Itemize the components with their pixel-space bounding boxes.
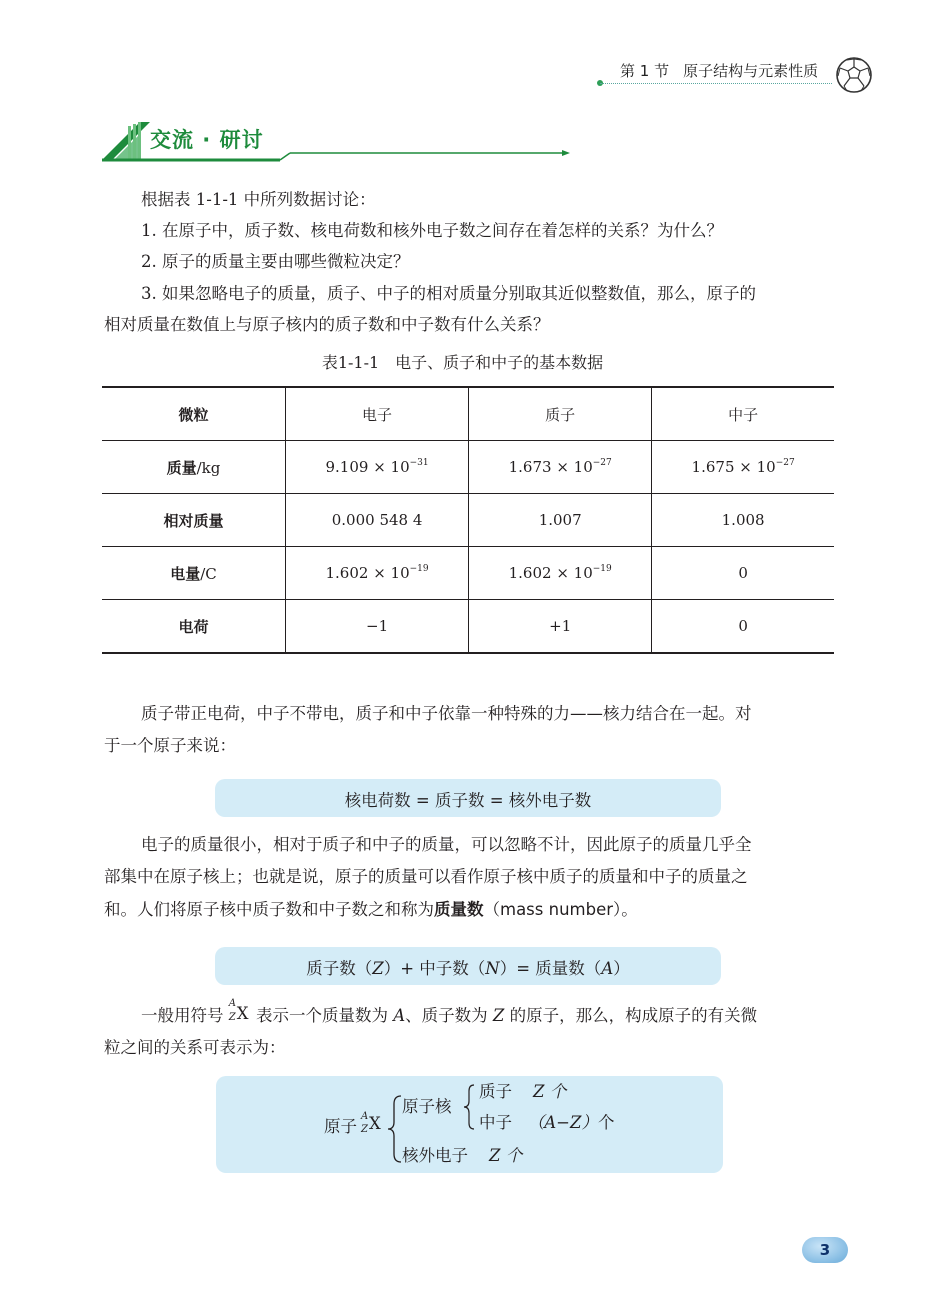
page-number: 3 (802, 1237, 848, 1263)
paragraph-3-line-1: 一般用符号 A Z X 表示一个质量数为 A、质子数为 Z 的原子，那么，构成原子的有关微 (141, 998, 758, 1025)
question-1: 1. 在原子中，质子数、核电荷数和核外电子数之间存在着怎样的关系？为什么？ (141, 221, 723, 240)
running-header (620, 60, 818, 81)
formula-box-2 (215, 947, 721, 985)
table-row (102, 547, 834, 600)
table-caption: 表1-1-1 电子、质子和中子的基本数据 (321, 353, 604, 372)
header-cell: 微粒 (102, 387, 286, 441)
atom-label: 原子 A Z X (324, 1111, 381, 1136)
table-cell: −1 (286, 600, 469, 654)
table-cell: 0 (652, 600, 834, 654)
table-cell: 1.007 (469, 494, 652, 547)
nucleus-label: 原子核 (402, 1097, 452, 1116)
electron-line: 核外电子 Z 个 (402, 1146, 523, 1165)
question-3-line-2: 相对质量在数值上与原子核内的质子数和中子数有什么关系？ (104, 315, 550, 334)
term-mass-number: 质量数 (434, 900, 484, 919)
header-cell: 中子 (652, 387, 834, 441)
paragraph-2-line-3: 和。人们将原子核中质子数和中子数之和称为质量数（mass number）。 (104, 900, 638, 919)
formula-2: 质子数（Z）+ 中子数（N）= 质量数（A） (306, 959, 630, 978)
paragraph-1-line-2: 于一个原子来说： (104, 736, 236, 755)
formula-1: 核电荷数 = 质子数 = 核外电子数 (344, 791, 592, 810)
table-cell: 0 (652, 547, 834, 600)
table-cell: 1.008 (652, 494, 834, 547)
question-2: 2. 原子的质量主要由哪些微粒决定？ (141, 252, 410, 271)
header-dotted-rule (600, 83, 832, 84)
table-row (102, 600, 834, 654)
table-cell: $1.602 \times 10^{-19}$ (286, 547, 469, 600)
table-cell: 0.000 548 4 (286, 494, 469, 547)
paragraph-1-line-1: 质子带正电荷，中子不带电，质子和中子依靠一种特殊的力——核力结合在一起。对 (141, 704, 752, 723)
table-header-row (102, 387, 834, 441)
question-3-line-1: 3. 如果忽略电子的质量，质子、中子的相对质量分别取其近似整数值，那么，原子的 (141, 284, 756, 303)
table-row (102, 441, 834, 494)
particle-data-table (102, 386, 834, 654)
header-section: 第 1 节 (620, 62, 670, 80)
paragraph-3-line-2: 粒之间的关系可表示为： (104, 1038, 286, 1057)
nuclide-symbol: A Z X (228, 998, 249, 1023)
neutron-line: 中子 （A−Z）个 (479, 1113, 615, 1132)
paragraph-2-line-2: 部集中在原子核上；也就是说，原子的质量可以看作原子核中质子的质量和中子的质量之 (104, 867, 748, 886)
header-cell: 质子 (469, 387, 652, 441)
proton-line: 质子 Z 个 (479, 1082, 567, 1101)
header-cell: 电子 (286, 387, 469, 441)
fullerene-icon (835, 56, 873, 94)
paragraph-2-line-1: 电子的质量很小，相对于质子和中子的质量，可以忽略不计，因此原子的质量几乎全 (141, 835, 752, 854)
table-cell: $1.602 \times 10^{-19}$ (469, 547, 652, 600)
row-label: 电荷 (102, 600, 286, 654)
table-cell: $1.673 \times 10^{-27}$ (469, 441, 652, 494)
table-cell: +1 (469, 600, 652, 654)
header-title: 原子结构与元素性质 (683, 62, 819, 80)
formula-box-1 (215, 779, 721, 817)
row-label: 电量/C (102, 547, 286, 600)
nucleus-brace (461, 1082, 477, 1132)
discussion-intro: 根据表 1-1-1 中所列数据讨论： (141, 190, 376, 209)
table-cell: $1.675 \times 10^{-27}$ (652, 441, 834, 494)
table-cell: $9.109 \times 10^{-31}$ (286, 441, 469, 494)
table-row (102, 494, 834, 547)
row-label: 质量/kg (102, 441, 286, 494)
row-label: 相对质量 (102, 494, 286, 547)
banner-title: 交流 · 研讨 (150, 128, 264, 152)
